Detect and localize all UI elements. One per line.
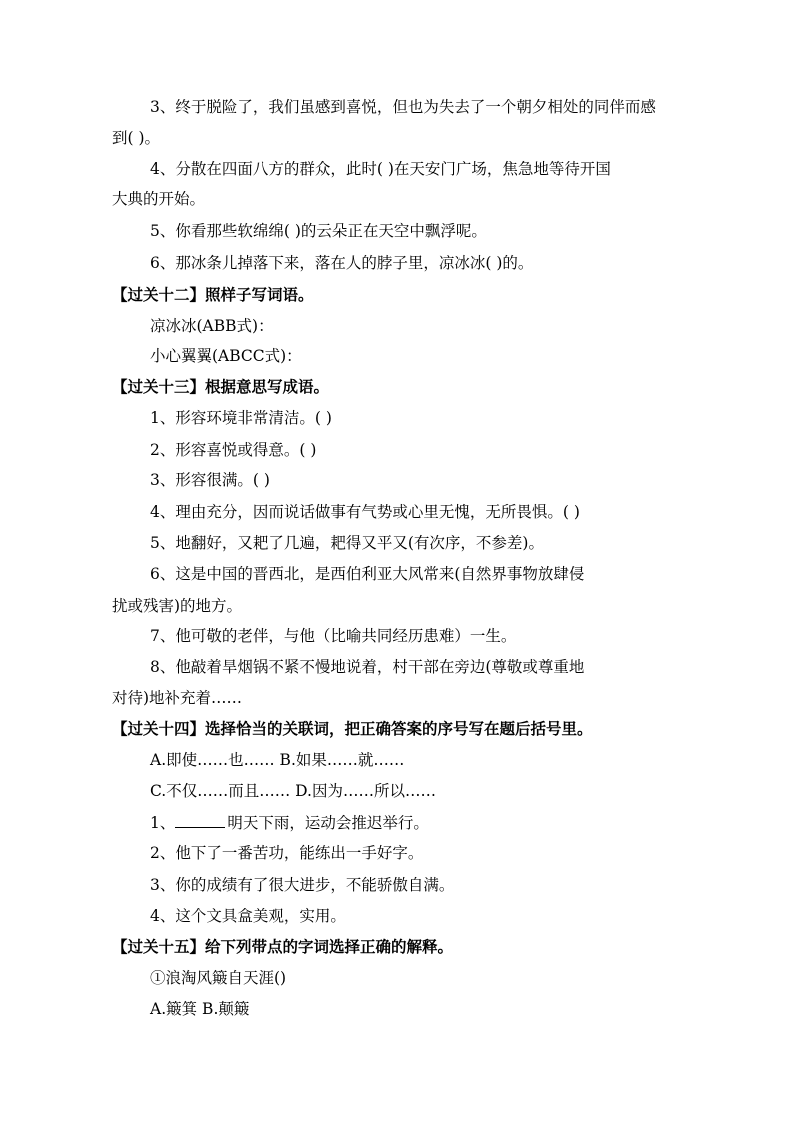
text-line: 4、这个文具盒美观，实用。 <box>150 907 346 925</box>
question-with-blank <box>150 813 429 833</box>
text-line: 大典的开始。 <box>112 190 206 208</box>
option-line: A.簸箕 B.颠簸 <box>150 1000 250 1018</box>
option-line: A.即使……也…… B.如果……就…… <box>150 751 405 769</box>
question-text: 明天下雨，运动会推迟举行。 <box>227 814 429 832</box>
text-line: 5、你看那些软绵绵( )的云朵正在天空中飘浮呢。 <box>150 222 487 240</box>
text-line: 4、理由充分，因而说话做事有气势或心里无愧，无所畏惧。( ) <box>150 503 580 521</box>
text-line: 扰或残害)的地方。 <box>112 597 243 615</box>
question-number: 1、 <box>150 814 176 832</box>
text-line: ①浪淘风簸自天涯() <box>150 969 287 987</box>
text-line: 凉冰冰(ABB式)： <box>150 317 274 335</box>
text-line: 2、形容喜悦或得意。( ) <box>150 441 317 459</box>
section-heading: 【过关十三】根据意思写成语。 <box>112 377 330 396</box>
text-line: 7、他可敬的老伴，与他（比喻共同经历患难）一生。 <box>150 627 517 645</box>
text-line: 8、他敲着旱烟锅不紧不慢地说着，村干部在旁边(尊敬或尊重地 <box>150 658 585 676</box>
text-line: 到( )。 <box>112 129 161 147</box>
section-heading: 【过关十五】给下列带点的字词选择正确的解释。 <box>112 937 454 956</box>
text-line: 1、形容环境非常清洁。( ) <box>150 409 332 427</box>
text-line: 6、这是中国的晋西北，是西伯利亚大风常来(自然界事物放肆侵 <box>150 565 585 583</box>
text-line: 6、那冰条儿掉落下来，落在人的脖子里，凉冰冰( )的。 <box>150 254 534 272</box>
section-heading: 【过关十二】照样子写词语。 <box>112 285 314 304</box>
text-line: 3、终于脱险了，我们虽感到喜悦，但也为失去了一个朝夕相处的同伴而感 <box>150 98 656 116</box>
text-line: 4、分散在四面八方的群众，此时( )在天安门广场，焦急地等待开国 <box>150 160 611 178</box>
text-line: 3、形容很满。( ) <box>150 471 270 489</box>
text-line: 对待)地补充着…… <box>112 689 243 707</box>
option-line: C.不仅……而且…… D.因为……所以…… <box>150 782 436 800</box>
text-line: 2、他下了一番苦功，能练出一手好字。 <box>150 844 424 862</box>
answer-blank[interactable] <box>175 813 225 828</box>
text-line: 5、地翻好，又耙了几遍，耙得又平又(有次序，不参差)。 <box>150 534 544 552</box>
text-line: 3、你的成绩有了很大进步，不能骄傲自满。 <box>150 876 455 894</box>
text-line: 小心翼翼(ABCC式)： <box>150 347 302 365</box>
section-heading: 【过关十四】选择恰当的关联词，把正确答案的序号写在题后括号里。 <box>112 719 593 738</box>
